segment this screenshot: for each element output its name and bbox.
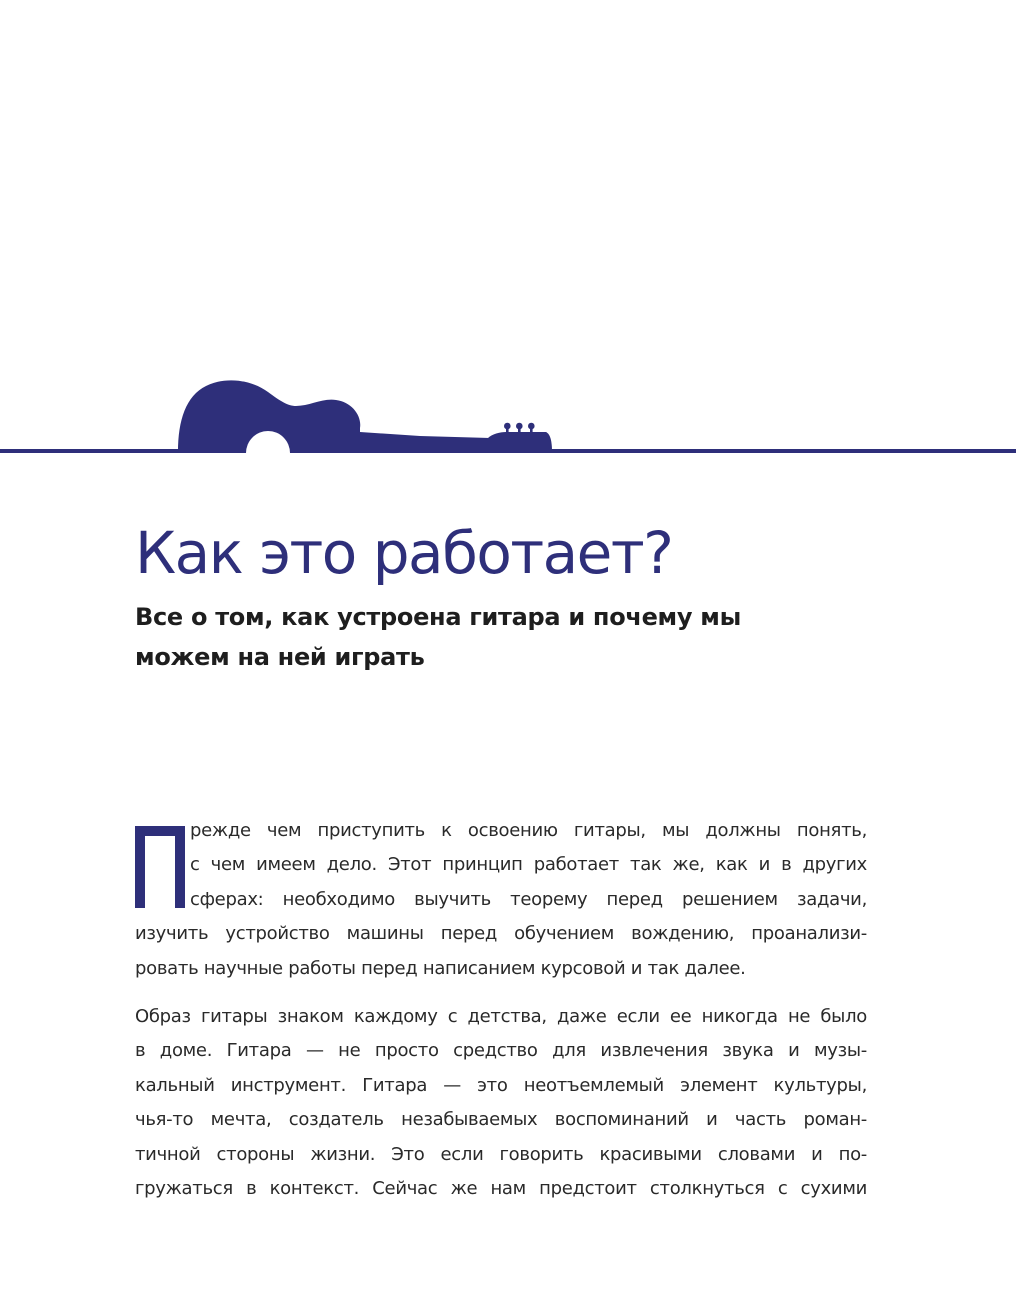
dropcap-letter-icon: [135, 826, 185, 908]
paragraph-image-of-guitar: [135, 1000, 867, 1206]
paragraph-line: кальный инструмент. Гитара — это неотъемлемый элемент культуры,: [135, 1074, 867, 1096]
paragraph-intro: [135, 814, 867, 986]
subtitle-line: можем на ней играть: [135, 643, 425, 671]
body-text: [135, 814, 867, 1206]
paragraph-line: с чем имеем дело. Этот принцип работает так же, как и в других: [190, 854, 867, 876]
paragraph-line: гружаться в контекст. Сейчас же нам предстоит столкнуться с сухими: [135, 1178, 867, 1200]
subtitle-line: Все о том, как устроена гитара и почему мы: [135, 603, 741, 631]
chapter-title: Как это работает?: [135, 519, 673, 587]
chapter-subtitle: [135, 597, 875, 677]
paragraph-line: в доме. Гитара — не просто средство для извлечения звука и музы-: [135, 1040, 867, 1062]
paragraph-line: изучить устройство машины перед обучением вождению, проанализи-: [135, 923, 867, 945]
paragraph-line: сферах: необходимо выучить теорему перед решением задачи,: [190, 888, 867, 910]
paragraph-line: Образ гитары знаком каждому с детства, даже если ее никогда не было: [135, 1006, 867, 1028]
paragraph-line: режде чем приступить к освоению гитары, мы должны понять,: [190, 820, 867, 841]
guitar-silhouette-icon: [0, 372, 1016, 458]
paragraph-line: ровать научные работы перед написанием курсовой и так далее.: [135, 957, 746, 979]
paragraph-line: тичной стороны жизни. Это если говорить красивыми словами и по-: [135, 1143, 867, 1165]
paragraph-line: чья-то мечта, создатель незабываемых воспоминаний и часть роман-: [135, 1109, 867, 1131]
